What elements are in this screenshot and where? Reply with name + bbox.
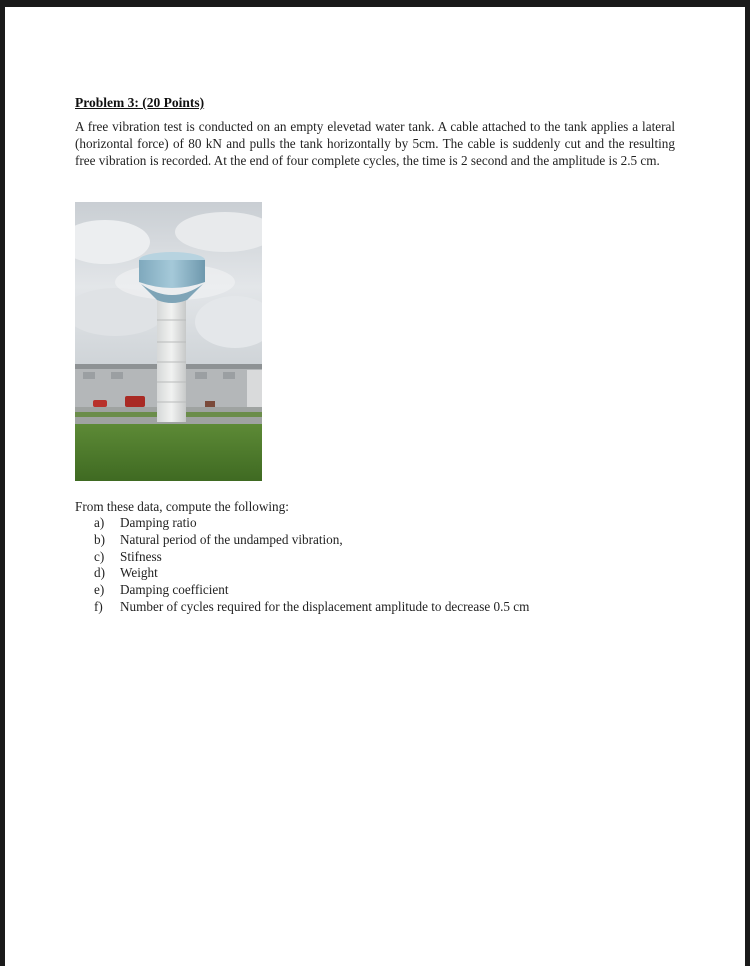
list-item xyxy=(94,599,529,616)
water-tower-photo xyxy=(75,202,262,481)
tasks-intro: From these data, compute the following: xyxy=(75,499,289,514)
list-item xyxy=(94,515,529,532)
item-marker: a) xyxy=(94,515,105,530)
problem-heading: Problem 3: (20 Points) xyxy=(75,95,205,110)
task-list xyxy=(94,515,529,616)
item-text: Damping coefficient xyxy=(120,582,229,598)
item-text: Weight xyxy=(120,565,158,581)
item-text: Natural period of the undamped vibration, xyxy=(120,531,343,547)
item-marker: c) xyxy=(94,548,105,564)
problem-statement: A free vibration test is conducted on an empty elevetad water tank. A cable attached to the tank applies a lateral (horizontal force) of 80 kN and pulls the tank horizontally by 5cm. The cable is suddenly cut and the resulting free vibration is recorded. At the end of four complete cycles, the time is 2 second and the amplitude is 2.5 cm. xyxy=(75,119,675,168)
item-text: Damping ratio xyxy=(120,515,197,530)
list-item xyxy=(94,549,529,566)
list-item xyxy=(94,532,529,549)
item-text: Stifness xyxy=(120,548,162,564)
list-item xyxy=(94,565,529,582)
item-marker: e) xyxy=(94,582,105,598)
item-marker: b) xyxy=(94,531,105,547)
item-marker: d) xyxy=(94,565,105,581)
document-page xyxy=(5,7,745,966)
item-text: Number of cycles required for the displacement amplitude to decrease 0.5 cm xyxy=(120,598,530,614)
list-item xyxy=(94,582,529,599)
item-marker: f) xyxy=(94,598,103,614)
